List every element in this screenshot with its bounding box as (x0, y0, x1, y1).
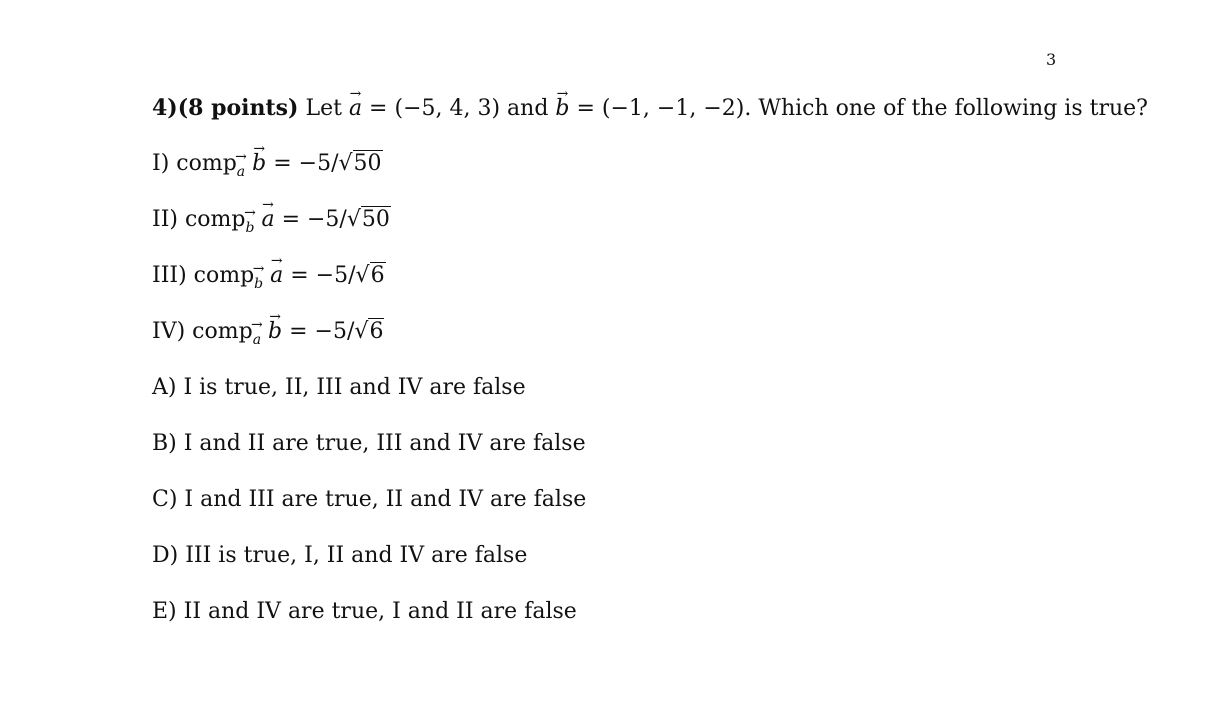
sqrt-symbol: √ (354, 319, 369, 344)
statement-roman: IV) (152, 319, 186, 344)
vector-b-value: = (−1, −1, −2). Which one of the following is true? (569, 96, 1148, 121)
sqrt-arg: 50 (361, 207, 390, 232)
option-e[interactable]: E) II and IV are true, I and II are false (152, 599, 577, 624)
comp-label: comp (176, 151, 237, 176)
question-label: 4)(8 points) (152, 95, 299, 121)
comp-label: comp (192, 319, 253, 344)
comp-subscript: → a (253, 324, 261, 356)
comp-vector: → a (270, 260, 283, 292)
sqrt-symbol: √ (338, 151, 353, 176)
comp-vector: → b (252, 148, 266, 180)
vector-a: → a (349, 93, 362, 125)
comp-vector: → b (268, 316, 282, 348)
question-prompt (152, 92, 1192, 124)
comp-subscript: → b (254, 268, 263, 300)
comp-rhs: = −5/ (282, 319, 355, 344)
sqrt-symbol: √ (355, 263, 370, 288)
statement-1 (152, 148, 1192, 180)
comp-label: comp (193, 263, 255, 288)
statement-4 (152, 316, 1192, 348)
vector-a-value: = (−5, 4, 3) and (362, 96, 556, 121)
sqrt-arg: 50 (353, 151, 382, 176)
statement-roman: III) (152, 263, 187, 288)
option-b[interactable]: B) I and II are true, III and IV are false (152, 431, 586, 456)
comp-label: comp (184, 207, 246, 232)
statement-roman: I) (152, 151, 170, 176)
option-c[interactable]: C) I and III are true, II and IV are false (152, 487, 587, 512)
question-text-start: Let (298, 96, 349, 121)
comp-rhs: = −5/ (283, 263, 356, 288)
sqrt-arg: 6 (370, 263, 385, 288)
comp-rhs: = −5/ (266, 151, 339, 176)
vector-b: → b (555, 93, 569, 125)
statement-2 (152, 204, 1192, 236)
comp-subscript: → b (245, 212, 254, 244)
comp-rhs: = −5/ (274, 207, 347, 232)
statement-roman: II) (152, 207, 178, 232)
sqrt-symbol: √ (346, 207, 361, 232)
option-d[interactable]: D) III is true, I, II and IV are false (152, 543, 528, 568)
comp-subscript: → a (237, 156, 245, 188)
statement-3 (152, 260, 1192, 292)
option-a[interactable]: A) I is true, II, III and IV are false (152, 375, 526, 400)
question-block (152, 92, 1192, 652)
sqrt-arg: 6 (369, 319, 384, 344)
page-number: 3 (1046, 50, 1057, 69)
comp-vector: → a (261, 204, 274, 236)
